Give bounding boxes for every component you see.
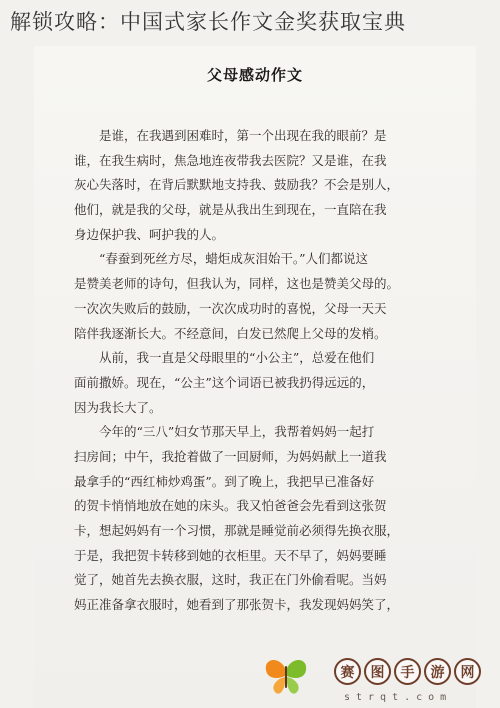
text-line: 身边保护我、呵护我的人。 [74,226,225,242]
watermark-char: 手 [394,658,421,685]
text-line: 他们，就是我的父母，就是从我出生到现在，一直陪在我 [74,202,387,218]
text-line: 扫房间；中午，我抢着做了一回厨师，为妈妈献上一道我 [74,448,387,464]
text-line: 因为我长大了。 [74,399,162,415]
watermark-char: 网 [454,658,481,685]
document-title: 父母感动作文 [206,66,303,84]
text-line: 一次次失败后的鼓励，一次次成功时的喜悦，父母一天天 [74,300,387,316]
text-line: 觉了，她首先去换衣服，这时，我正在门外偷看呢。当妈 [74,572,387,588]
page-heading: 解锁攻略：中国式家长作文金奖获取宝典 [10,10,406,34]
text-line: 面前撒娇。现在，“公主”这个词语已被我扔得远远的， [74,374,375,390]
document-body [74,124,419,618]
paragraph [74,124,419,247]
watermark-chars [334,658,481,685]
text-line: 是谁，在我遇到困难时，第一个出现在我的眼前？是 [74,128,387,143]
paragraph [74,247,419,346]
watermark-char: 游 [424,658,451,685]
text-line: 于是，我把贺卡转移到她的衣柜里。天不早了，妈妈要睡 [74,547,387,563]
site-watermark [262,650,500,708]
text-line: 灰心失落时，在背后默默地支持我、鼓励我？不会是别人， [74,177,400,193]
watermark-char: 图 [364,658,391,685]
text-line: 从前，我一直是父母眼里的“小公主”，总爱在他们 [74,350,375,366]
text-line: 陪伴我逐渐长大。不经意间，白发已然爬上父母的发梢。 [74,325,387,341]
text-line: 谁，在我生病时，焦急地连夜带我去医院？又是谁，在我 [74,152,387,168]
paragraph [74,420,419,618]
text-line: 卡，想起妈妈有一个习惯，那就是睡觉前必须得先换衣服， [74,523,400,538]
text-line: 最拿手的“西红柿炒鸡蛋”。到了晚上，我把早已准备好 [74,473,375,489]
text-line: 的贺卡悄悄地放在她的床头。我又怕爸爸会先看到这张贺 [74,498,387,514]
text-line: 妈正准备拿衣服时，她看到了那张贺卡，我发现妈妈笑了， [74,597,400,613]
watermark-url: strqt.com [344,692,453,703]
paragraph [74,346,419,420]
text-line: “春蚕到死丝方尽，蜡炬成灰泪始干。”人们都说这 [74,251,369,267]
text-line: 今年的“三八”妇女节那天早上，我帮着妈妈一起打 [74,424,375,440]
butterfly-logo-icon [262,656,310,696]
watermark-char: 赛 [334,658,361,685]
scanned-document [34,46,476,708]
text-line: 是赞美老师的诗句，但我认为，同样，这也是赞美父母的。 [74,276,400,292]
